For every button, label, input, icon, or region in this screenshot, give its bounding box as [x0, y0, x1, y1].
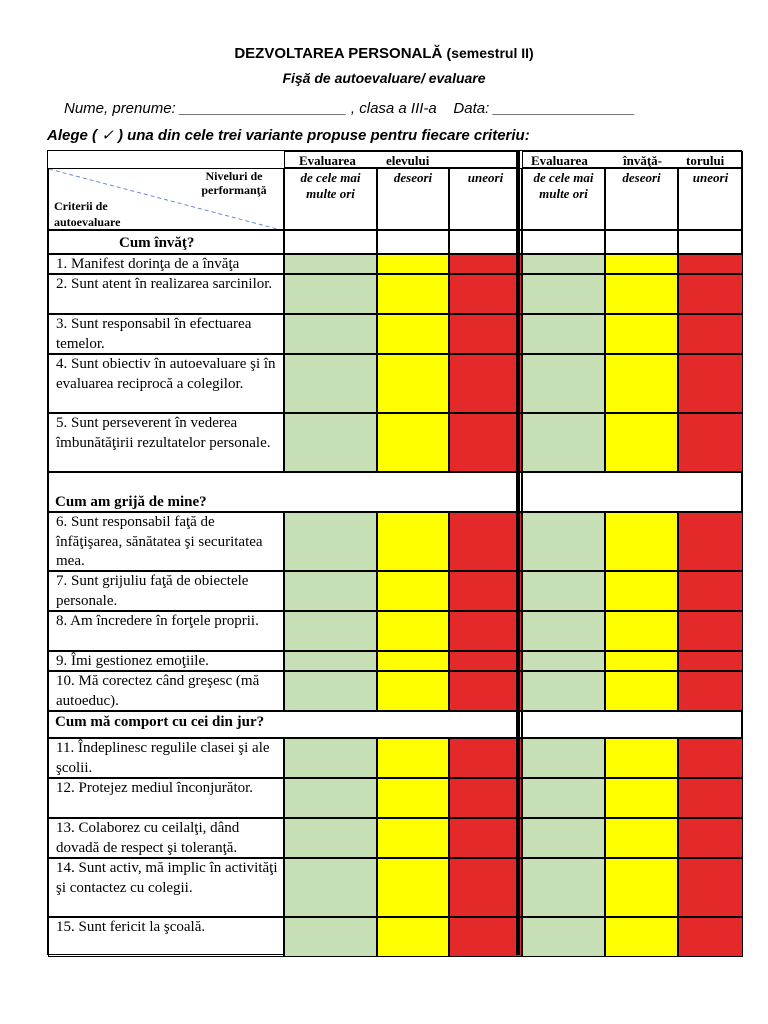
rating-cell-red [678, 571, 743, 611]
rating-cell-yellow [377, 738, 449, 778]
section-title: Cum am grijă de mine? [55, 494, 207, 510]
rating-cell-red [678, 611, 743, 651]
section-blank-cell [377, 230, 449, 254]
rating-cell-yellow [377, 611, 449, 651]
diagonal-header-cell [48, 168, 284, 230]
rating-cell-red [449, 354, 522, 413]
rating-cell-yellow [605, 778, 678, 818]
rating-cell-green [522, 778, 605, 818]
rating-cell-red [678, 274, 743, 314]
rating-cell-green [284, 354, 377, 413]
rating-cell-red [449, 818, 522, 858]
rating-cell-green [522, 738, 605, 778]
section-blank-cell [678, 230, 743, 254]
rating-cell-yellow [605, 611, 678, 651]
section-heading [48, 230, 284, 254]
rating-cell-green [284, 738, 377, 778]
rating-cell-yellow [377, 254, 449, 274]
rating-cell-red [678, 314, 743, 354]
rating-cell-yellow [377, 917, 449, 957]
section-blank-cell [449, 230, 522, 254]
rating-cell-green [284, 571, 377, 611]
rating-cell-red [449, 314, 522, 354]
rating-cell-green [522, 254, 605, 274]
rating-cell-red [449, 512, 522, 571]
rating-cell-yellow [605, 571, 678, 611]
rating-cell-green [522, 611, 605, 651]
rating-cell-yellow [605, 354, 678, 413]
rating-cell-green [522, 274, 605, 314]
criterion-text: 12. Protejez mediul înconjurător. [48, 778, 284, 818]
rating-cell-yellow [605, 314, 678, 354]
level-header-5: deseori [605, 168, 678, 230]
rating-cell-green [284, 858, 377, 917]
rating-cell-green [284, 651, 377, 671]
rating-cell-green [284, 611, 377, 651]
level-header-3: uneori [449, 168, 522, 230]
rating-cell-green [522, 917, 605, 957]
criterion-text: 15. Sunt fericit la şcoală. [48, 917, 284, 957]
section-heading [48, 472, 522, 512]
evaluation-table [47, 150, 742, 955]
rating-cell-yellow [377, 512, 449, 571]
rating-cell-green [284, 818, 377, 858]
rating-cell-yellow [605, 818, 678, 858]
rating-cell-yellow [377, 671, 449, 711]
rating-cell-green [284, 254, 377, 274]
column-divider [516, 150, 520, 955]
rating-cell-yellow [605, 274, 678, 314]
rating-cell-red [449, 274, 522, 314]
rating-cell-green [522, 413, 605, 472]
rating-cell-yellow [377, 413, 449, 472]
rating-cell-red [449, 651, 522, 671]
section-blank-cell [605, 230, 678, 254]
rating-cell-green [522, 671, 605, 711]
section-title: Cum învăţ? [119, 235, 195, 251]
rating-cell-red [449, 611, 522, 651]
page-title [0, 45, 768, 62]
rating-cell-red [678, 858, 743, 917]
rating-cell-green [522, 354, 605, 413]
rating-cell-yellow [605, 651, 678, 671]
rating-cell-red [678, 671, 743, 711]
section-heading [48, 711, 522, 738]
rating-cell-green [284, 413, 377, 472]
instruction-suffix: ) una din cele trei variante propuse pentru fiecare criteriu: [117, 127, 530, 144]
student-group-word-1: Evaluarea [299, 153, 356, 168]
rating-cell-green [522, 512, 605, 571]
criterion-text: 6. Sunt responsabil faţă de înfăţişarea, sănătatea şi securitatea mea. [48, 512, 284, 571]
criterion-text: 2. Sunt atent în realizarea sarcinilor. [48, 274, 284, 314]
rating-cell-red [678, 818, 743, 858]
instruction [47, 126, 767, 144]
rating-cell-green [522, 571, 605, 611]
rating-cell-green [522, 818, 605, 858]
criterion-text: 5. Sunt perseverent în vederea îmbunătăţirii rezultatelor personale. [48, 413, 284, 472]
criterion-text: 14. Sunt activ, mă implic în activităţi şi contactez cu colegii. [48, 858, 284, 917]
rating-cell-yellow [377, 274, 449, 314]
teacher-evaluation-header [522, 151, 743, 168]
rating-cell-red [678, 917, 743, 957]
rating-cell-red [678, 254, 743, 274]
criterion-text: 10. Mă corectez când greşesc (mă autoeduc). [48, 671, 284, 711]
rating-cell-yellow [605, 512, 678, 571]
student-evaluation-header [284, 151, 518, 168]
title-main: DEZVOLTAREA PERSONALĂ [234, 45, 443, 62]
rating-cell-yellow [605, 413, 678, 472]
rating-cell-green [284, 274, 377, 314]
rating-cell-yellow [377, 651, 449, 671]
criterion-text: 7. Sunt grijuliu faţă de obiectele personale. [48, 571, 284, 611]
rating-cell-yellow [377, 354, 449, 413]
criterion-text: 4. Sunt obiectiv în autoevaluare şi în evaluarea reciprocă a colegilor. [48, 354, 284, 413]
rating-cell-red [449, 917, 522, 957]
rating-cell-yellow [605, 254, 678, 274]
rating-cell-yellow [377, 314, 449, 354]
criterion-text: 8. Am încredere în forţele proprii. [48, 611, 284, 651]
criterion-text: 9. Îmi gestionez emoţiile. [48, 651, 284, 671]
rating-cell-yellow [377, 571, 449, 611]
performance-levels-label: Niveluri de performanţă [201, 169, 267, 197]
section-blank-cell [522, 230, 605, 254]
instruction-prefix: Alege ( [47, 127, 98, 144]
criterion-text: 13. Colaborez cu ceilalţi, dând dovadă de respect şi toleranţă. [48, 818, 284, 858]
rating-cell-yellow [377, 818, 449, 858]
teacher-group-word-3: torului [686, 153, 725, 168]
rating-cell-yellow [377, 778, 449, 818]
rating-cell-red [449, 254, 522, 274]
student-group-word-2: elevului [386, 153, 430, 168]
level-header-4: de cele mai multe ori [522, 168, 605, 230]
section-blank-cell [522, 711, 743, 738]
criterion-text: 11. Îndeplinesc regulile clasei şi ale şcolii. [48, 738, 284, 778]
rating-cell-green [522, 651, 605, 671]
rating-cell-red [678, 778, 743, 818]
rating-cell-yellow [377, 858, 449, 917]
name-class-date-line: Nume, prenume: ____________________ , clasa a III-a Data: _________________ [64, 100, 636, 117]
rating-cell-yellow [605, 917, 678, 957]
rating-cell-red [678, 512, 743, 571]
rating-cell-red [449, 738, 522, 778]
level-header-6: uneori [678, 168, 743, 230]
rating-cell-yellow [605, 738, 678, 778]
rating-cell-yellow [605, 671, 678, 711]
criteria-label: Criterii de autoevaluare [54, 199, 121, 229]
level-header-1: de cele mai multe ori [284, 168, 377, 230]
title-suffix: (semestrul II) [446, 45, 534, 61]
rating-cell-yellow [605, 858, 678, 917]
criterion-text: 3. Sunt responsabil în efectuarea temelor. [48, 314, 284, 354]
rating-cell-green [284, 512, 377, 571]
rating-cell-red [678, 738, 743, 778]
rating-cell-green [284, 314, 377, 354]
rating-cell-green [284, 778, 377, 818]
check-mark-icon: ✓ [101, 127, 114, 144]
rating-cell-red [449, 671, 522, 711]
rating-cell-green [522, 858, 605, 917]
rating-cell-red [678, 651, 743, 671]
rating-cell-red [678, 354, 743, 413]
rating-cell-red [678, 413, 743, 472]
rating-cell-green [284, 671, 377, 711]
section-blank-cell [522, 472, 743, 512]
rating-cell-green [284, 917, 377, 957]
section-title: Cum mă comport cu cei din jur? [55, 714, 265, 730]
rating-cell-red [449, 571, 522, 611]
teacher-group-word-2: învăţă- [623, 153, 662, 168]
level-header-2: deseori [377, 168, 449, 230]
teacher-group-word-1: Evaluarea [531, 153, 588, 168]
rating-cell-green [522, 314, 605, 354]
rating-cell-red [449, 778, 522, 818]
section-blank-cell [284, 230, 377, 254]
criterion-text: 1. Manifest dorinţa de a învăţa [48, 254, 284, 274]
rating-cell-red [449, 413, 522, 472]
rating-cell-red [449, 858, 522, 917]
page-subtitle: Fişă de autoevaluare/ evaluare [282, 70, 486, 86]
